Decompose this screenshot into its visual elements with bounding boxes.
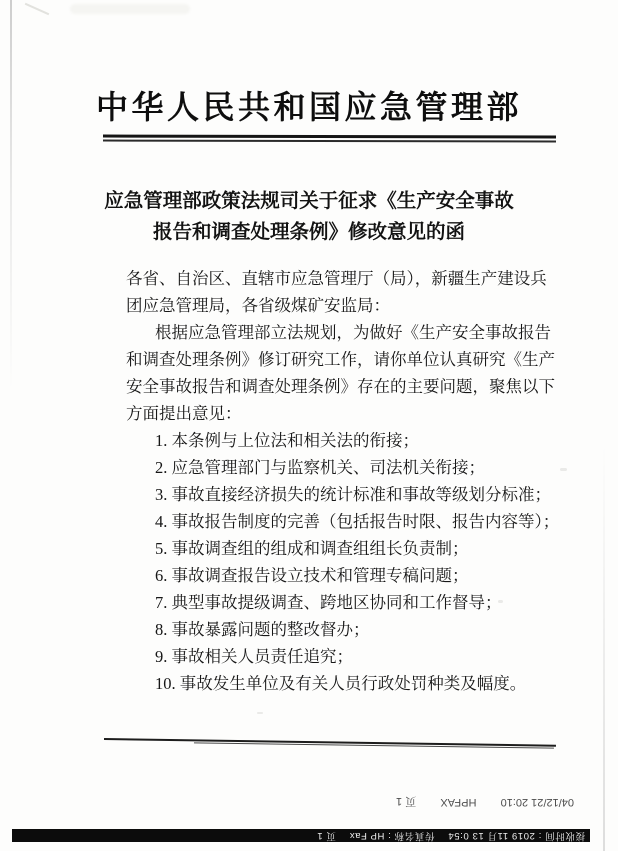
- list-item: 2. 应急管理部门与监察机关、司法机关衔接；: [155, 458, 485, 477]
- list-item: 10. 事故发生单位及有关人员行政处罚种类及幅度。: [155, 674, 527, 693]
- list-item: 7. 典型事故提级调查、跨地区协同和工作督导；: [155, 593, 502, 612]
- letterhead-agency-name: 中华人民共和国应急管理部: [95, 89, 522, 125]
- fax-timestamp-line: [396, 794, 574, 810]
- paragraph-line: 根据应急管理部立法规划，为做好《生产安全事故报告: [155, 323, 551, 342]
- fax-page-number: 页 1: [396, 795, 417, 807]
- list-item: 3. 事故直接经济损失的统计标准和事故等级划分标准；: [155, 485, 551, 504]
- letterhead-divider-rule: [103, 135, 556, 143]
- list-item: 5. 事故调查组的组成和调查组组长负责制；: [155, 539, 469, 558]
- list-item: 9. 事故相关人员责任追究；: [155, 647, 353, 666]
- scan-artifact-right-edge: [603, 445, 605, 851]
- bottom-rule-line: [104, 738, 556, 747]
- fax-receive-bar: [12, 829, 590, 842]
- divider-line-top: [103, 135, 556, 139]
- paragraph-line: 安全事故报告和调查处理条例》存在的主要问题，聚焦以下: [126, 377, 555, 396]
- document-title-line-1: 应急管理部政策法规司关于征求《生产安全事故: [104, 191, 514, 212]
- paragraph-line: 和调查处理条例》修订研究工作，请你单位认真研究《生产: [126, 350, 555, 369]
- paragraph-line: 方面提出意见：: [126, 404, 242, 423]
- list-item: 8. 事故暴露问题的整改督办；: [155, 620, 370, 639]
- document-title-line-2: 报告和调查处理条例》修改意见的函: [152, 222, 465, 243]
- divider-line-bottom: [103, 140, 556, 143]
- list-item: 6. 事故调查报告设立技术和管理专稿问题；: [155, 566, 469, 585]
- scan-speck: [257, 712, 263, 714]
- scan-smudge: [70, 4, 190, 14]
- document-body: [126, 265, 566, 697]
- pen-mark: [25, 3, 50, 15]
- salutation-line: 团应急管理局，各省级煤矿安监局：: [126, 296, 390, 315]
- list-item: 4. 事故报告制度的完善（包括报告时限、报告内容等）；: [155, 512, 560, 531]
- fax-device-name: HPFAX: [440, 796, 477, 808]
- list-item: 1. 本条例与上位法和相关法的衔接；: [155, 431, 419, 450]
- bottom-thin-rule: [104, 738, 556, 749]
- fax-receive-bar-text: 接收时间 : 2019 11月 13 0:54 传真名称 : HP Fax 页 1: [316, 830, 585, 841]
- fax-datetime: 04/12/21 20:10: [500, 796, 574, 808]
- document-title: [0, 186, 618, 248]
- salutation-line: 各省、自治区、直辖市应急管理厅（局），新疆生产建设兵: [126, 269, 547, 288]
